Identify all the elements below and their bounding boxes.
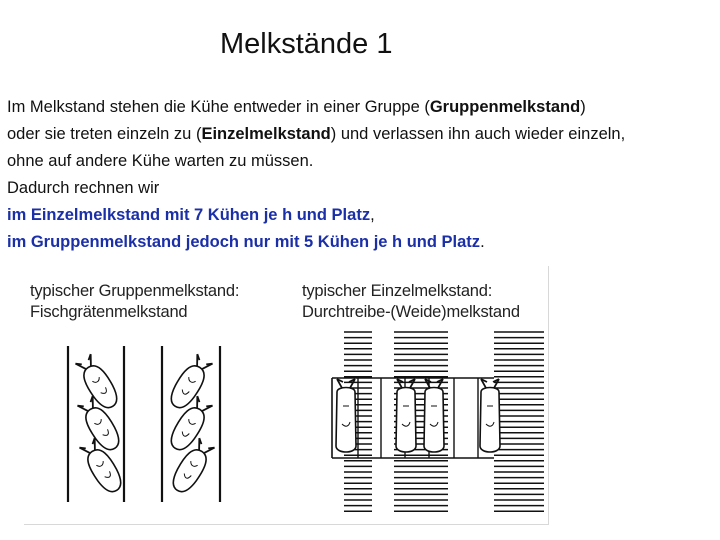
- parlour-diagram: [24, 266, 548, 524]
- term-gruppenmelkstand: Gruppenmelkstand: [429, 98, 581, 116]
- term-einzelmelkstand: Einzelmelkstand: [201, 125, 331, 143]
- text-line-4: Dadurch rechnen wir: [7, 179, 160, 197]
- text-line-1: Im Melkstand stehen die Kühe entweder in einer Gruppe (Gruppenmelkstand): [7, 98, 586, 116]
- milking-parlour-figure: [24, 266, 549, 525]
- page-title: Melkstände 1: [220, 28, 393, 60]
- caption-walkthrough: typischer Einzelmelkstand: Durchtreibe-(Weide)melkstand: [302, 282, 520, 321]
- caption-herringbone: typischer Gruppenmelkstand: Fischgrätenmelkstand: [30, 282, 240, 321]
- rate-gruppenmelkstand: im Gruppenmelkstand jedoch nur mit 5 Kühen je h und Platz: [7, 233, 481, 251]
- rate-einzelmelkstand: im Einzelmelkstand mit 7 Kühen je h und Platz: [7, 206, 371, 224]
- text-line-6: im Gruppenmelkstand jedoch nur mit 5 Kühen je h und Platz.: [7, 233, 485, 251]
- text-line-2: oder sie treten einzeln zu (Einzelmelkstand) und verlassen ihn auch wieder einzeln,: [7, 125, 626, 143]
- text-line-5: im Einzelmelkstand mit 7 Kühen je h und Platz,: [7, 206, 375, 224]
- walkthrough-layout: [332, 332, 544, 511]
- herringbone-layout: [68, 346, 220, 502]
- body-text: [7, 94, 715, 256]
- text-line-3: ohne auf andere Kühe warten zu müssen.: [7, 152, 314, 170]
